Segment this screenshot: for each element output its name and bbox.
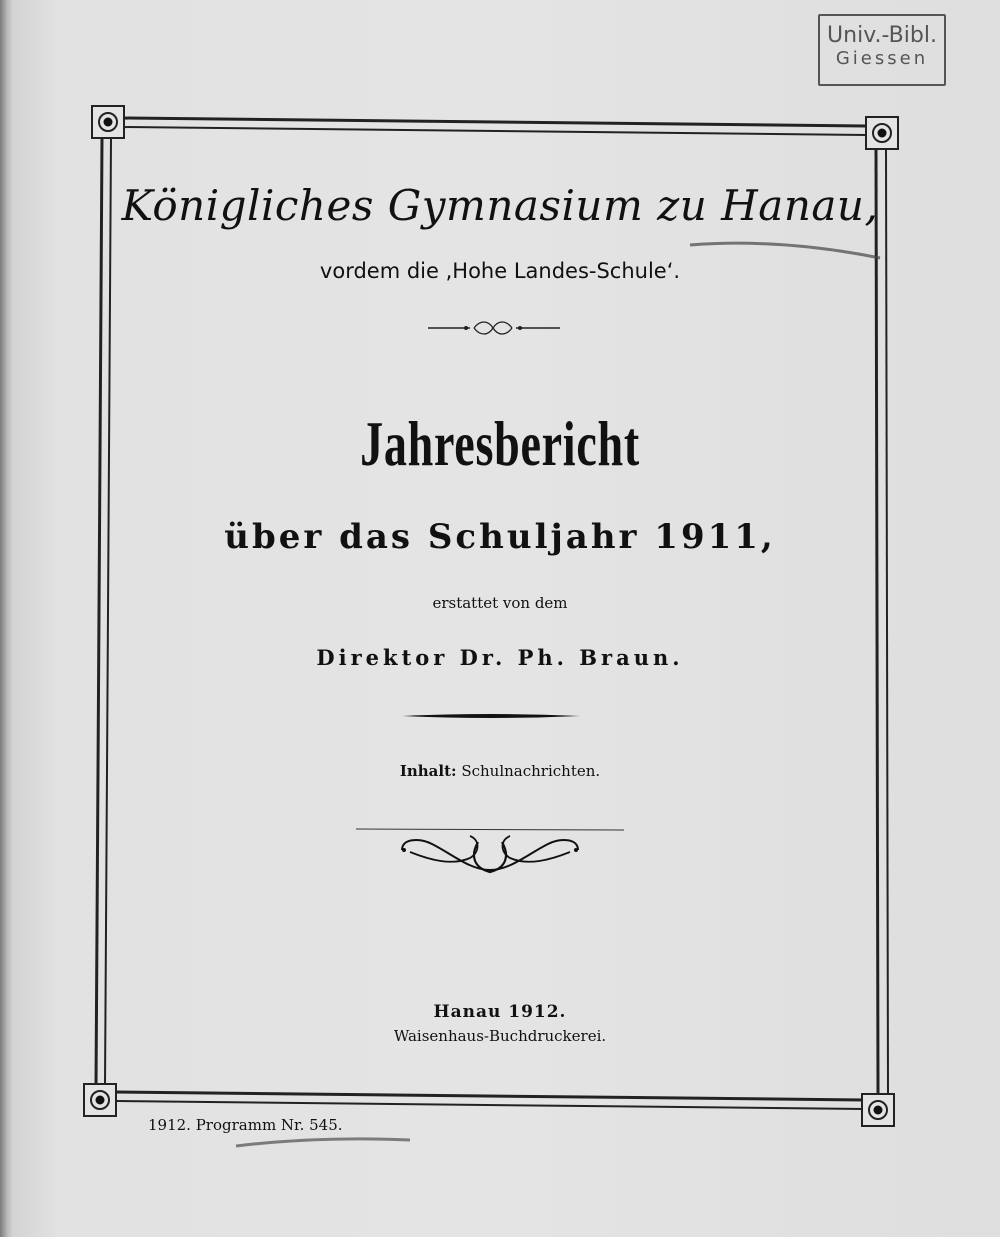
school-year-line: über das Schuljahr 1911, — [224, 517, 776, 557]
contents-line — [120, 760, 880, 782]
flourish-ornament — [356, 829, 624, 872]
printer-name: Waisenhaus-Buchdruckerei. — [393, 1027, 607, 1045]
footer-pencil-underline — [236, 1139, 410, 1146]
corner-ornament-top-left — [92, 106, 124, 138]
director-name: Direktor Dr. Ph. Braun. — [316, 645, 684, 670]
contents-label: Inhalt: — [399, 762, 457, 780]
stamp-line-2: Giessen — [835, 48, 929, 69]
tapered-rule — [402, 714, 580, 718]
corner-ornament-top-right — [866, 117, 898, 149]
ornament-divider — [428, 322, 560, 334]
contents-value: Schulnachrichten. — [461, 762, 601, 780]
corner-ornament-bottom-right — [862, 1094, 894, 1126]
corner-ornament-bottom-left — [84, 1084, 116, 1116]
submitted-by-line: erstattet von dem — [432, 594, 568, 612]
report-heading: Jahresbericht — [360, 408, 640, 479]
place-and-year: Hanau 1912. — [433, 1002, 567, 1022]
school-name: Königliches Gymnasium zu Hanau, — [121, 181, 879, 230]
program-number: 1912. Programm Nr. 545. — [148, 1116, 343, 1134]
stamp-line-1: Univ.-Bibl. — [827, 23, 937, 48]
school-subtitle: vordem die ,Hohe Landes-Schule‘. — [319, 259, 681, 283]
